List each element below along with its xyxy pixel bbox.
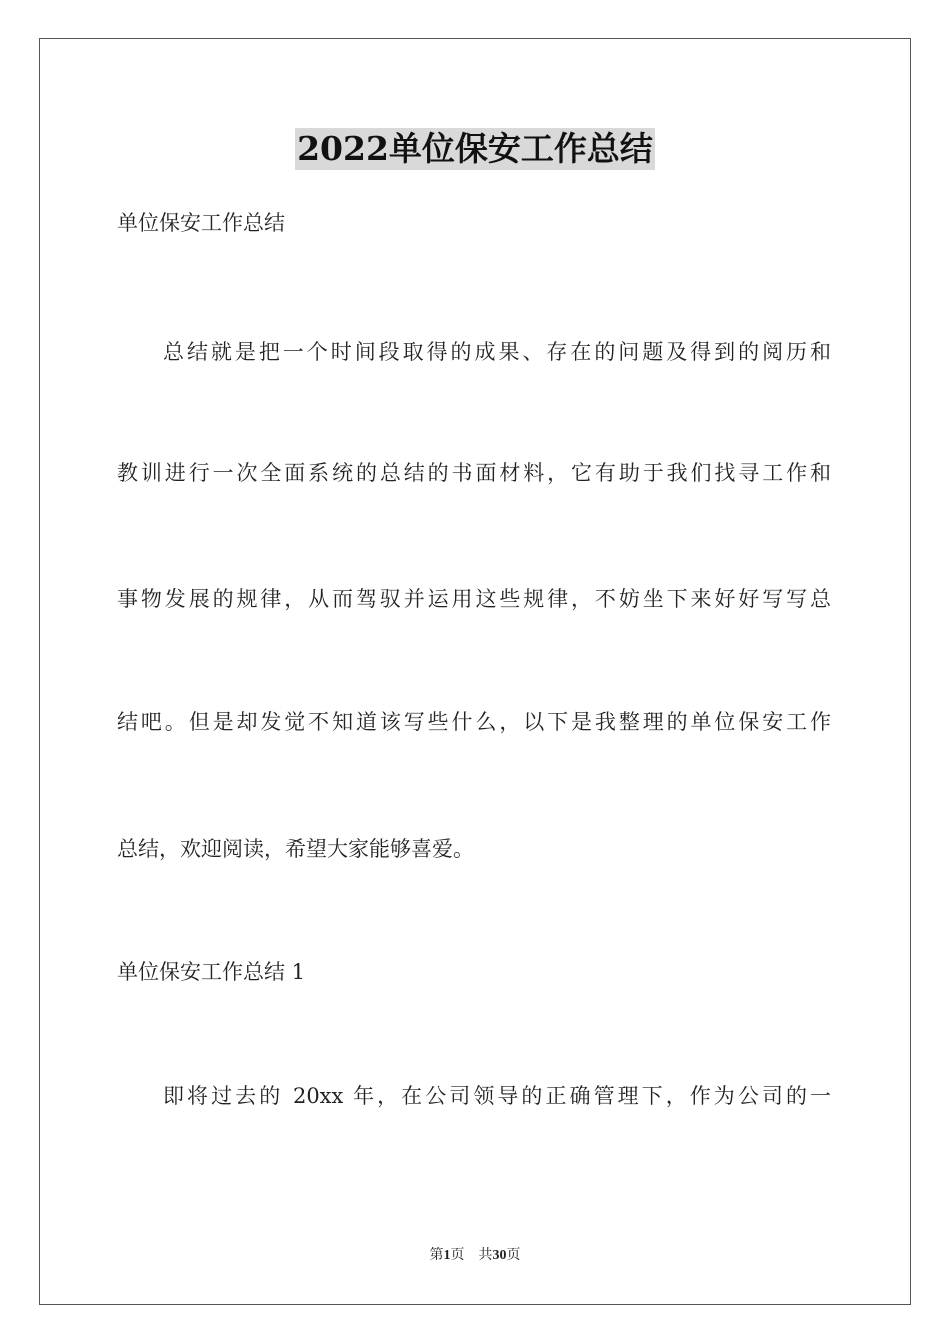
page-prefix: 第: [429, 1248, 444, 1263]
intro-line-3: 事物发展的规律，从而驾驭并运用这些规律，不妨坐下来好好写写总: [117, 587, 831, 611]
document-title-block: [0, 128, 950, 172]
document-title: 2022单位保安工作总结: [297, 129, 653, 168]
intro-line-1: 总结就是把一个时间段取得的成果、存在的问题及得到的阅历和: [163, 340, 831, 364]
section-paragraph-line-1: 即将过去的 20xx 年，在公司领导的正确管理下，作为公司的一: [163, 1084, 831, 1108]
intro-line-2: 教训进行一次全面系统的总结的书面材料，它有助于我们找寻工作和: [117, 461, 831, 485]
intro-line-4: 结吧。但是却发觉不知道该写些什么，以下是我整理的单位保安工作: [117, 710, 831, 734]
page-unit: 页: [450, 1248, 465, 1263]
section-heading: 单位保安工作总结 1: [117, 960, 306, 984]
intro-line-5: 总结，欢迎阅读，希望大家能够喜爱。: [117, 837, 474, 861]
document-subtitle: 单位保安工作总结: [117, 211, 285, 235]
total-unit: 页: [506, 1248, 521, 1263]
total-prefix: 共: [478, 1248, 493, 1263]
page-current: 1: [443, 1248, 451, 1263]
page-total: 30: [492, 1248, 507, 1263]
page-footer: [0, 1247, 950, 1265]
